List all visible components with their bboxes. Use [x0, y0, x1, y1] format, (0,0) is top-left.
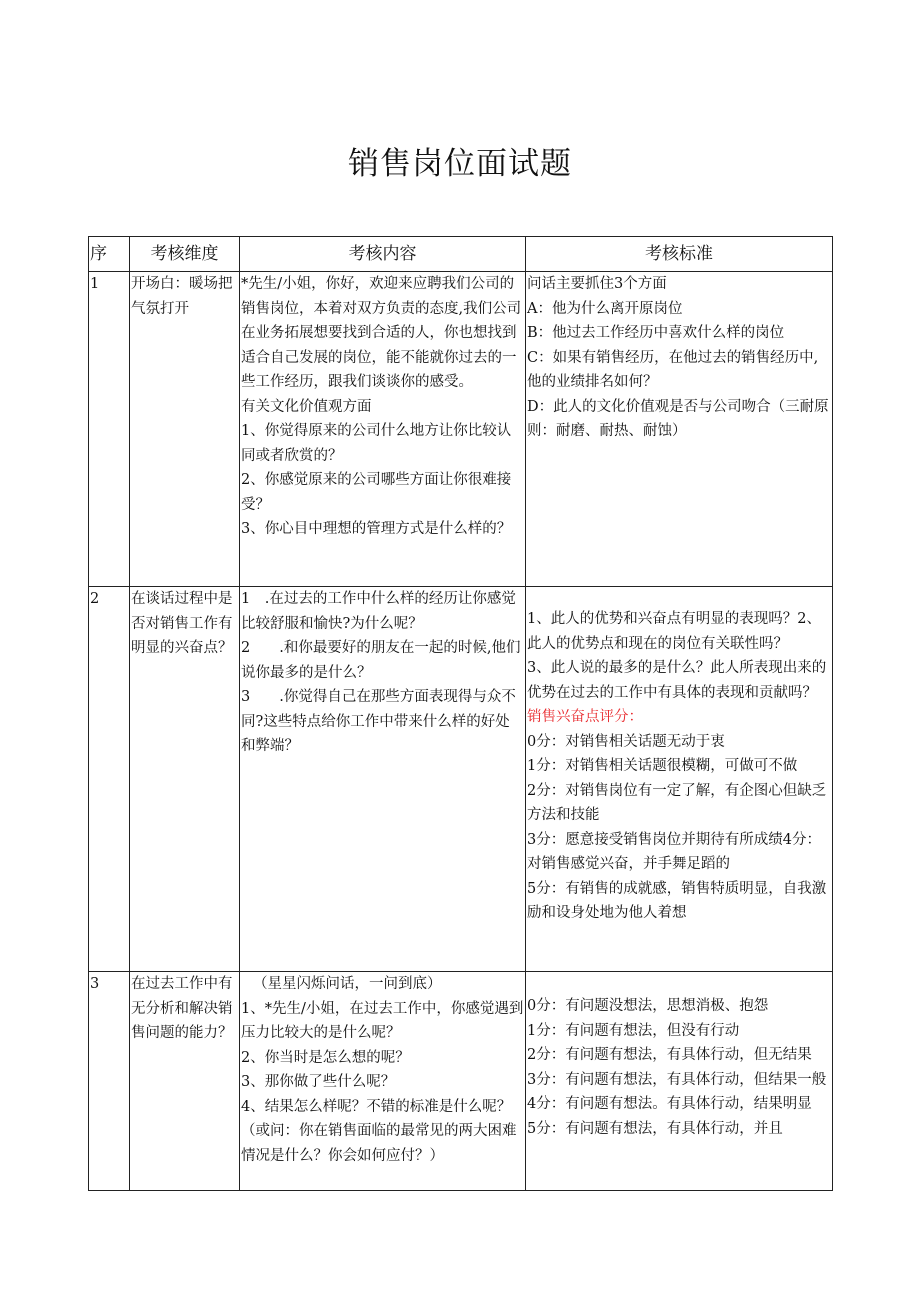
interview-table — [88, 236, 833, 1191]
content-line: 有关文化价值观方面 — [241, 398, 372, 415]
standard-line: 3分：有问题有想法，有具体行动，但结果一般 — [527, 1071, 827, 1088]
standard-line: A：他为什么离开原岗位 — [527, 300, 683, 317]
dimension-cell: 开场白：暖场把气氛打开 — [130, 272, 240, 587]
page-title: 销售岗位面试题 — [348, 146, 572, 182]
table-row — [89, 272, 833, 587]
dimension-cell: 在谈话过程中是否对销售工作有明显的兴奋点？ — [130, 587, 240, 972]
standard-line: 1分：有问题有想法，但没有行动 — [527, 1022, 740, 1039]
header-dimension: 考核维度 — [130, 237, 240, 272]
content-line: 2 .和你最要好的朋友在一起的时候,他们说你最多的是什么？ — [241, 640, 521, 681]
standard-line: 3、此人说的最多的是什么？此人所表现出来的优势在过去的工作中有具体的表现和贡献吗？ — [527, 660, 827, 701]
content-cell — [240, 587, 526, 972]
content-line: *先生/小姐，你好，欢迎来应聘我们公司的销售岗位，本着对双方负责的态度,我们公司在业务拓展想要找到合适的人，你也想找到适合自己发展的岗位，能不能就你过去的一些工作经历，跟我们谈谈你的感受。 — [241, 276, 522, 390]
content-line: 3 .你觉得自己在那些方面表现得与众不同?这些特点给你工作中带来什么样的好处和弊端？ — [241, 689, 516, 754]
standard-cell — [526, 272, 833, 587]
standard-line: 1、此人的优势和兴奋点有明显的表现吗？2、此人的优势点和现在的岗位有关联性吗？ — [527, 611, 821, 652]
content-cell — [240, 272, 526, 587]
score-line: 2分：对销售岗位有一定了解，有企图心但缺乏方法和技能 — [527, 782, 827, 823]
score-line: 5分：有销售的成就感，销售特质明显，自我激励和设身处地为他人着想 — [527, 880, 827, 921]
content-line: 2、你感觉原来的公司哪些方面让你很难接受？ — [241, 472, 512, 513]
table-header-row — [89, 237, 833, 272]
content-line: 4、结果怎么样呢？不错的标准是什么呢？（或问：你在销售面临的最常见的两大困难情况是什么？你会如何应付？） — [241, 1098, 517, 1164]
content-line: 1 .在过去的工作中什么样的经历让你感觉比较舒服和愉快?为什么呢？ — [241, 591, 516, 632]
standard-line: 2分：有问题有想法，有具体行动，但无结果 — [527, 1047, 812, 1063]
content-cell — [240, 972, 526, 1191]
header-content: 考核内容 — [240, 237, 526, 272]
header-standard: 考核标准 — [526, 237, 833, 272]
content-line: 2、你当时是怎么想的呢？ — [241, 1049, 410, 1066]
content-line: 3、你心目中理想的管理方式是什么样的？ — [241, 521, 512, 537]
table-row — [89, 587, 833, 972]
dimension-cell: 在过去工作中有无分析和解决销售问题的能力？ — [130, 972, 240, 1191]
score-line: 1分：对销售相关话题很模糊，可做可不做 — [527, 758, 798, 774]
content-line: 1、*先生/小姐，在过去工作中，你感觉遇到压力比较大的是什么呢？ — [241, 1000, 524, 1041]
score-line: 3分：愿意接受销售岗位并期待有所成绩4分：对销售感觉兴奋，并手舞足蹈的 — [527, 831, 821, 872]
standard-line: 4分：有问题有想法。有具体行动，结果明显 — [527, 1096, 812, 1112]
row-number: 3 — [89, 972, 130, 1191]
standard-cell — [526, 972, 833, 1191]
content-intro: （星星闪烁问话，一问到底） — [253, 976, 442, 992]
standard-cell — [526, 587, 833, 972]
content-line: 3、那你做了些什么呢？ — [241, 1074, 396, 1090]
standard-line: 问话主要抓住3个方面 — [527, 276, 667, 292]
score-title: 销售兴奋点评分： — [527, 709, 643, 725]
standard-line: 5分：有问题有想法，有具体行动，并且 — [527, 1120, 783, 1137]
table-row — [89, 972, 833, 1191]
row-number: 1 — [89, 272, 130, 587]
standard-line: B：他过去工作经历中喜欢什么样的岗位 — [527, 325, 785, 341]
standard-line: C：如果有销售经历，在他过去的销售经历中,他的业绩排名如何？ — [527, 349, 819, 390]
standard-line: 0分：有问题没想法，思想消极、抱怨 — [527, 998, 769, 1014]
standard-line: D：此人的文化价值观是否与公司吻合（三耐原则：耐磨、耐热、耐蚀） — [527, 398, 829, 439]
content-line: 1、你觉得原来的公司什么地方让你比较认同或者欣赏的？ — [241, 423, 512, 464]
row-number: 2 — [89, 587, 130, 972]
score-line: 0分：对销售相关话题无动于衷 — [527, 733, 725, 750]
header-no: 序 — [89, 237, 130, 272]
